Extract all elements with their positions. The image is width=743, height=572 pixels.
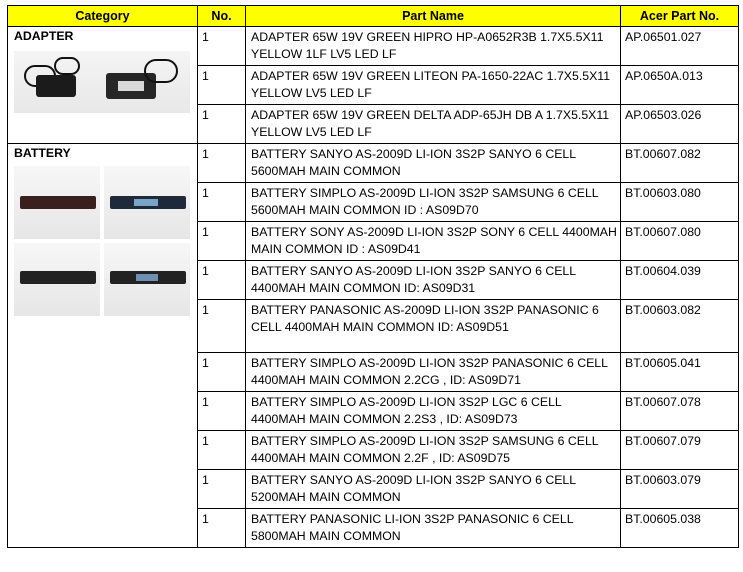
row-part-no: BT.00607.079 bbox=[621, 431, 739, 470]
row-no: 1 bbox=[198, 183, 246, 222]
row-part-no: BT.00607.080 bbox=[621, 222, 739, 261]
header-row bbox=[8, 6, 739, 27]
row-part-no: BT.00604.039 bbox=[621, 261, 739, 300]
table-row bbox=[8, 144, 739, 183]
table-row bbox=[8, 27, 739, 66]
row-part-no: BT.00603.079 bbox=[621, 470, 739, 509]
row-part-name: BATTERY SIMPLO AS-2009D LI-ION 3S2P LGC 6 CELL 4400MAH MAIN COMMON 2.2S3 , ID: AS09D73 bbox=[246, 392, 621, 431]
row-no: 1 bbox=[198, 261, 246, 300]
row-part-no: BT.00603.082 bbox=[621, 300, 739, 353]
row-part-name: BATTERY SIMPLO AS-2009D LI-ION 3S2P PANASONIC 6 CELL 4400MAH MAIN COMMON 2.2CG , ID: AS09D71 bbox=[246, 353, 621, 392]
row-part-no: AP.0650A.013 bbox=[621, 66, 739, 105]
row-no: 1 bbox=[198, 105, 246, 144]
row-part-name: ADAPTER 65W 19V GREEN DELTA ADP-65JH DB A 1.7X5.5X11 YELLOW LV5 LED LF bbox=[246, 105, 621, 144]
battery-photo bbox=[14, 166, 192, 316]
header-part-name: Part Name bbox=[246, 6, 621, 27]
row-part-name: BATTERY SIMPLO AS-2009D LI-ION 3S2P SAMSUNG 6 CELL 4400MAH MAIN COMMON 2.2F , ID: AS09D75 bbox=[246, 431, 621, 470]
row-part-no: BT.00605.038 bbox=[621, 509, 739, 548]
header-no: No. bbox=[198, 6, 246, 27]
row-part-name: BATTERY SANYO AS-2009D LI-ION 3S2P SANYO 6 CELL 5200MAH MAIN COMMON bbox=[246, 470, 621, 509]
header-part-no: Acer Part No. bbox=[621, 6, 739, 27]
header-category: Category bbox=[8, 6, 198, 27]
category-cell-battery bbox=[8, 144, 198, 548]
row-part-name: BATTERY PANASONIC LI-ION 3S2P PANASONIC 6 CELL 5800MAH MAIN COMMON bbox=[246, 509, 621, 548]
row-part-no: BT.00603.080 bbox=[621, 183, 739, 222]
row-part-name: ADAPTER 65W 19V GREEN HIPRO HP-A0652R3B 1.7X5.5X11 YELLOW 1LF LV5 LED LF bbox=[246, 27, 621, 66]
row-no: 1 bbox=[198, 392, 246, 431]
category-label: ADAPTER bbox=[14, 29, 74, 43]
row-part-name: BATTERY SIMPLO AS-2009D LI-ION 3S2P SAMSUNG 6 CELL 5600MAH MAIN COMMON ID : AS09D70 bbox=[246, 183, 621, 222]
row-part-name: BATTERY SONY AS-2009D LI-ION 3S2P SONY 6 CELL 4400MAH MAIN COMMON ID : AS09D41 bbox=[246, 222, 621, 261]
category-label: BATTERY bbox=[14, 146, 71, 160]
row-no: 1 bbox=[198, 66, 246, 105]
row-no: 1 bbox=[198, 470, 246, 509]
row-no: 1 bbox=[198, 431, 246, 470]
parts-table bbox=[7, 5, 739, 548]
row-part-name: BATTERY SANYO AS-2009D LI-ION 3S2P SANYO 6 CELL 4400MAH MAIN COMMON ID: AS09D31 bbox=[246, 261, 621, 300]
row-part-no: AP.06503.026 bbox=[621, 105, 739, 144]
row-part-name: BATTERY SANYO AS-2009D LI-ION 3S2P SANYO 6 CELL 5600MAH MAIN COMMON bbox=[246, 144, 621, 183]
category-cell-adapter bbox=[8, 27, 198, 144]
row-part-no: BT.00607.078 bbox=[621, 392, 739, 431]
adapter-photo bbox=[14, 51, 190, 113]
row-no: 1 bbox=[198, 509, 246, 548]
row-part-no: BT.00605.041 bbox=[621, 353, 739, 392]
row-part-name: ADAPTER 65W 19V GREEN LITEON PA-1650-22AC 1.7X5.5X11 YELLOW LV5 LED LF bbox=[246, 66, 621, 105]
row-part-no: AP.06501.027 bbox=[621, 27, 739, 66]
row-no: 1 bbox=[198, 300, 246, 353]
row-part-name: BATTERY PANASONIC AS-2009D LI-ION 3S2P PANASONIC 6 CELL 4400MAH MAIN COMMON ID: AS09D51 bbox=[246, 300, 621, 353]
row-part-no: BT.00607.082 bbox=[621, 144, 739, 183]
row-no: 1 bbox=[198, 144, 246, 183]
row-no: 1 bbox=[198, 27, 246, 66]
row-no: 1 bbox=[198, 353, 246, 392]
row-no: 1 bbox=[198, 222, 246, 261]
